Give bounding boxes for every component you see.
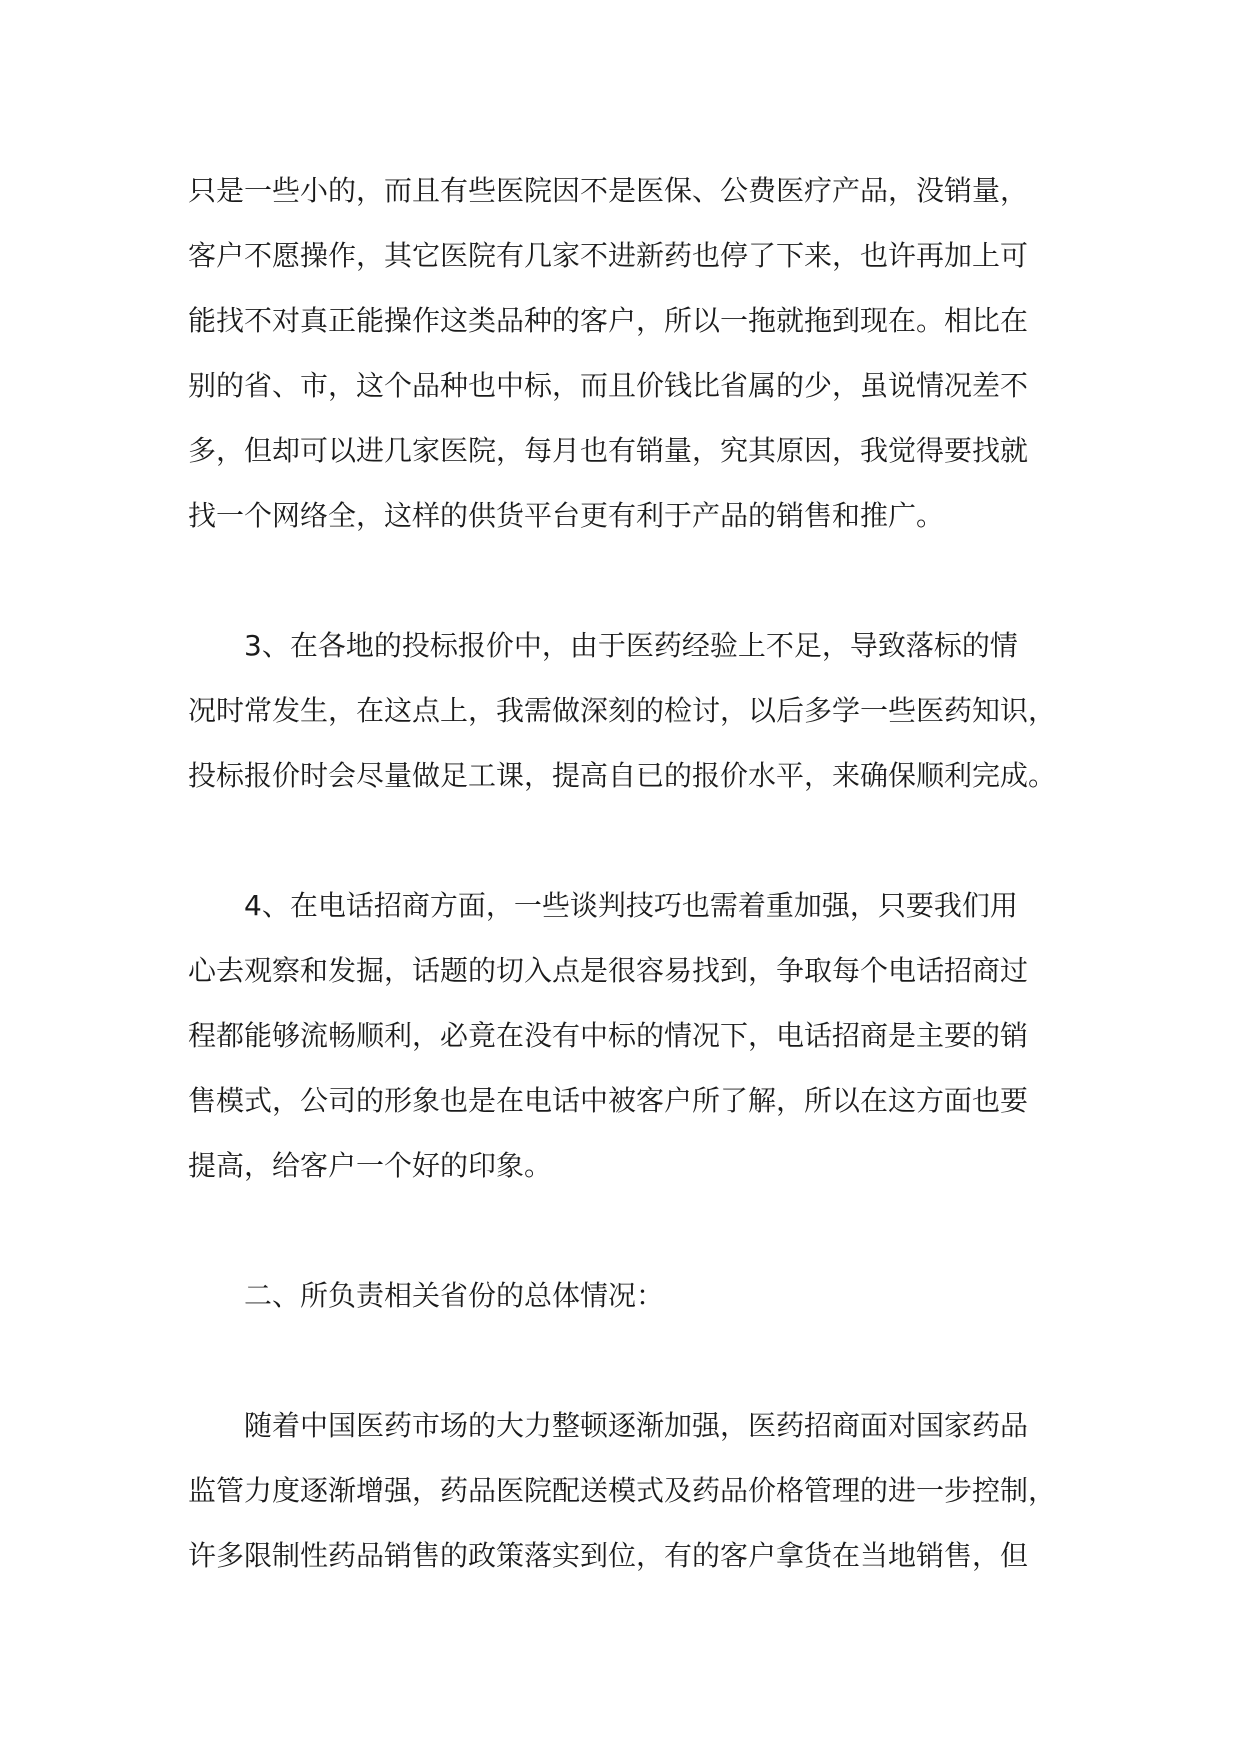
paragraph-start-line: 4、在电话招商方面，一些谈判技巧也需着重加强，只要我们用 <box>244 889 1018 922</box>
paragraph-gap <box>188 808 1068 873</box>
paragraph-gap <box>188 1328 1068 1393</box>
text-line: 能找不对真正能操作这类品种的客户，所以一拖就拖到现在。相比在 <box>188 304 1029 337</box>
text-line: 客户不愿操作，其它医院有几家不进新药也停了下来，也许再加上可 <box>188 239 1029 272</box>
paragraph-start-line: 随着中国医药市场的大力整顿逐渐加强，医药招商面对国家药品 <box>244 1409 1029 1442</box>
text-line: 找一个网络全，这样的供货平台更有利于产品的销售和推广。 <box>188 499 945 532</box>
paragraph-start-line: 3、在各地的投标报价中，由于医药经验上不足，导致落标的情 <box>244 629 1018 662</box>
section-heading: 二、所负责相关省份的总体情况： <box>244 1279 665 1312</box>
text-line: 程都能够流畅顺利，必竟在没有中标的情况下，电话招商是主要的销 <box>188 1019 1029 1052</box>
paragraph-gap <box>188 1198 1068 1263</box>
text-line: 别的省、市，这个品种也中标，而且价钱比省属的少，虽说情况差不 <box>188 369 1029 402</box>
text-line: 监管力度逐渐增强，药品医院配送模式及药品价格管理的进一步控制， <box>188 1474 1057 1507</box>
text-line: 提高，给客户一个好的印象。 <box>188 1149 553 1182</box>
text-line: 售模式，公司的形象也是在电话中被客户所了解，所以在这方面也要 <box>188 1084 1029 1117</box>
text-line: 许多限制性药品销售的政策落实到位，有的客户拿货在当地销售，但 <box>188 1539 1029 1572</box>
text-line: 心去观察和发掘，话题的切入点是很容易找到，争取每个电话招商过 <box>188 954 1029 987</box>
text-line: 多，但却可以进几家医院，每月也有销量，究其原因，我觉得要找就 <box>188 434 1029 467</box>
text-line: 况时常发生，在这点上，我需做深刻的检讨，以后多学一些医药知识， <box>188 694 1057 727</box>
document-body <box>188 158 1068 1588</box>
text-line: 投标报价时会尽量做足工课，提高自已的报价水平，来确保顺利完成。 <box>188 759 1057 792</box>
text-line: 只是一些小的，而且有些医院因不是医保、公费医疗产品，没销量， <box>188 174 1029 207</box>
paragraph-gap <box>188 548 1068 613</box>
